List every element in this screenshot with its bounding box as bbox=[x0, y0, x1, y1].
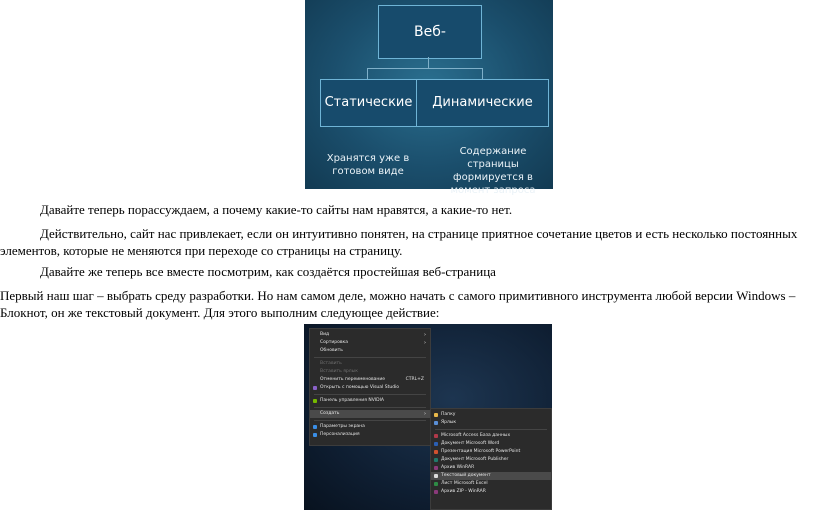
excel-icon bbox=[434, 482, 438, 486]
word-icon bbox=[434, 442, 438, 446]
submenu-item-label: Архив WinRAR bbox=[441, 465, 475, 470]
diagram-dynamic-note: Содержание страницы формируется в момент запроса bbox=[450, 146, 536, 196]
submenu-item-label: Ярлык bbox=[441, 420, 457, 425]
paragraph-1: Давайте теперь порассуждаем, а почему какие-то сайты нам нравятся, а какие-то нет. bbox=[40, 202, 513, 217]
submenu-item-label: Презентация Microsoft PowerPoint bbox=[441, 449, 521, 454]
menu-item-label: Обновить bbox=[320, 348, 343, 353]
menu-item-sort[interactable] bbox=[310, 339, 430, 347]
menu-item-personalization[interactable] bbox=[310, 431, 430, 439]
submenu-item-zip[interactable] bbox=[431, 488, 551, 496]
menu-item-label: Вид bbox=[320, 332, 330, 337]
nvidia-icon bbox=[313, 399, 317, 403]
menu-item-label: Отменить переименование bbox=[320, 377, 386, 382]
menu-item-paste-shortcut[interactable] bbox=[310, 368, 430, 376]
chevron-right-icon: › bbox=[424, 340, 426, 346]
context-menu bbox=[309, 328, 431, 446]
powerpoint-icon bbox=[434, 450, 438, 454]
menu-item-create[interactable] bbox=[310, 410, 430, 418]
connector-vertical bbox=[428, 57, 429, 68]
menu-separator bbox=[314, 407, 426, 408]
submenu-item-label: Архив ZIP - WinRAR bbox=[441, 489, 486, 494]
submenu-item-label: Microsoft Access База данных bbox=[441, 433, 511, 438]
menu-item-paste[interactable] bbox=[310, 360, 430, 368]
display-icon bbox=[313, 425, 317, 429]
menu-item-view[interactable] bbox=[310, 331, 430, 339]
paragraph-3: Давайте же теперь все вместе посмотрим, как создаётся простейшая веб-страница bbox=[40, 264, 496, 279]
zip-icon bbox=[434, 490, 438, 494]
submenu-item-label: Текстовый документ bbox=[441, 473, 491, 478]
web-pages-diagram bbox=[305, 0, 553, 196]
access-icon bbox=[434, 434, 438, 438]
chevron-right-icon: › bbox=[424, 411, 426, 417]
text-doc-icon bbox=[434, 474, 438, 478]
publisher-icon bbox=[434, 458, 438, 462]
visual-studio-icon bbox=[313, 386, 317, 390]
menu-separator bbox=[314, 357, 426, 358]
submenu-item-text-document[interactable] bbox=[431, 472, 551, 480]
submenu-item-label: Лист Microsoft Excel bbox=[441, 481, 488, 486]
menu-separator bbox=[435, 429, 547, 430]
menu-item-label: Панель управления NVIDIA bbox=[320, 398, 384, 403]
diagram-dynamic-box: Динамические bbox=[416, 79, 549, 127]
menu-separator bbox=[314, 394, 426, 395]
menu-item-open-visual-studio[interactable] bbox=[310, 384, 430, 392]
diagram-static-box: Статические bbox=[320, 79, 417, 127]
submenu-item-access[interactable] bbox=[431, 432, 551, 440]
submenu-item-folder[interactable] bbox=[431, 411, 551, 419]
submenu-item-excel[interactable] bbox=[431, 480, 551, 488]
chevron-right-icon: › bbox=[424, 332, 426, 338]
menu-item-label: Персонализация bbox=[320, 432, 360, 437]
submenu-item-publisher[interactable] bbox=[431, 456, 551, 464]
menu-separator bbox=[314, 420, 426, 421]
create-submenu bbox=[430, 408, 552, 510]
connector-left bbox=[367, 68, 368, 79]
diagram-root-box: Веб- bbox=[378, 5, 482, 59]
connector-horizontal bbox=[367, 68, 483, 69]
submenu-item-winrar[interactable] bbox=[431, 464, 551, 472]
menu-item-label: Открыть с помощью Visual Studio bbox=[320, 385, 400, 390]
menu-item-shortcut: CTRL+Z bbox=[405, 377, 424, 382]
menu-item-label: Создать bbox=[320, 411, 340, 416]
desktop-screenshot bbox=[304, 324, 552, 510]
folder-icon bbox=[434, 413, 438, 417]
menu-item-label: Параметры экрана bbox=[320, 424, 365, 429]
menu-item-undo-rename[interactable] bbox=[310, 376, 430, 384]
personalize-icon bbox=[313, 433, 317, 437]
submenu-item-powerpoint[interactable] bbox=[431, 448, 551, 456]
submenu-item-label: Документ Microsoft Word bbox=[441, 441, 500, 446]
paragraph-4: Первый наш шаг – выбрать среду разработки. Но нам самом деле, можно начать с самого примитивного инструмента любой версии Windows – Блокнот, он же текстовый документ. Для этого выполним следующее действие: bbox=[0, 288, 796, 320]
submenu-item-shortcut[interactable] bbox=[431, 419, 551, 427]
winrar-icon bbox=[434, 466, 438, 470]
menu-item-display-settings[interactable] bbox=[310, 423, 430, 431]
menu-item-label: Вставить ярлык bbox=[320, 369, 358, 374]
submenu-item-label: Папку bbox=[441, 412, 456, 417]
submenu-item-word[interactable] bbox=[431, 440, 551, 448]
menu-item-nvidia-panel[interactable] bbox=[310, 397, 430, 405]
menu-item-refresh[interactable] bbox=[310, 347, 430, 355]
paragraph-2: Действительно, сайт нас привлекает, если он интуитивно понятен, на странице приятное сочетание цветов и есть несколько постоянных элементов, которые не меняются при переходе со страницы на страницу. bbox=[0, 226, 798, 258]
submenu-item-label: Документ Microsoft Publisher bbox=[441, 457, 509, 462]
menu-item-label: Сортировка bbox=[320, 340, 349, 345]
menu-item-label: Вставить bbox=[320, 361, 342, 366]
connector-right bbox=[482, 68, 483, 79]
shortcut-icon bbox=[434, 421, 438, 425]
diagram-static-note: Хранятся уже в готовом виде bbox=[326, 153, 410, 177]
